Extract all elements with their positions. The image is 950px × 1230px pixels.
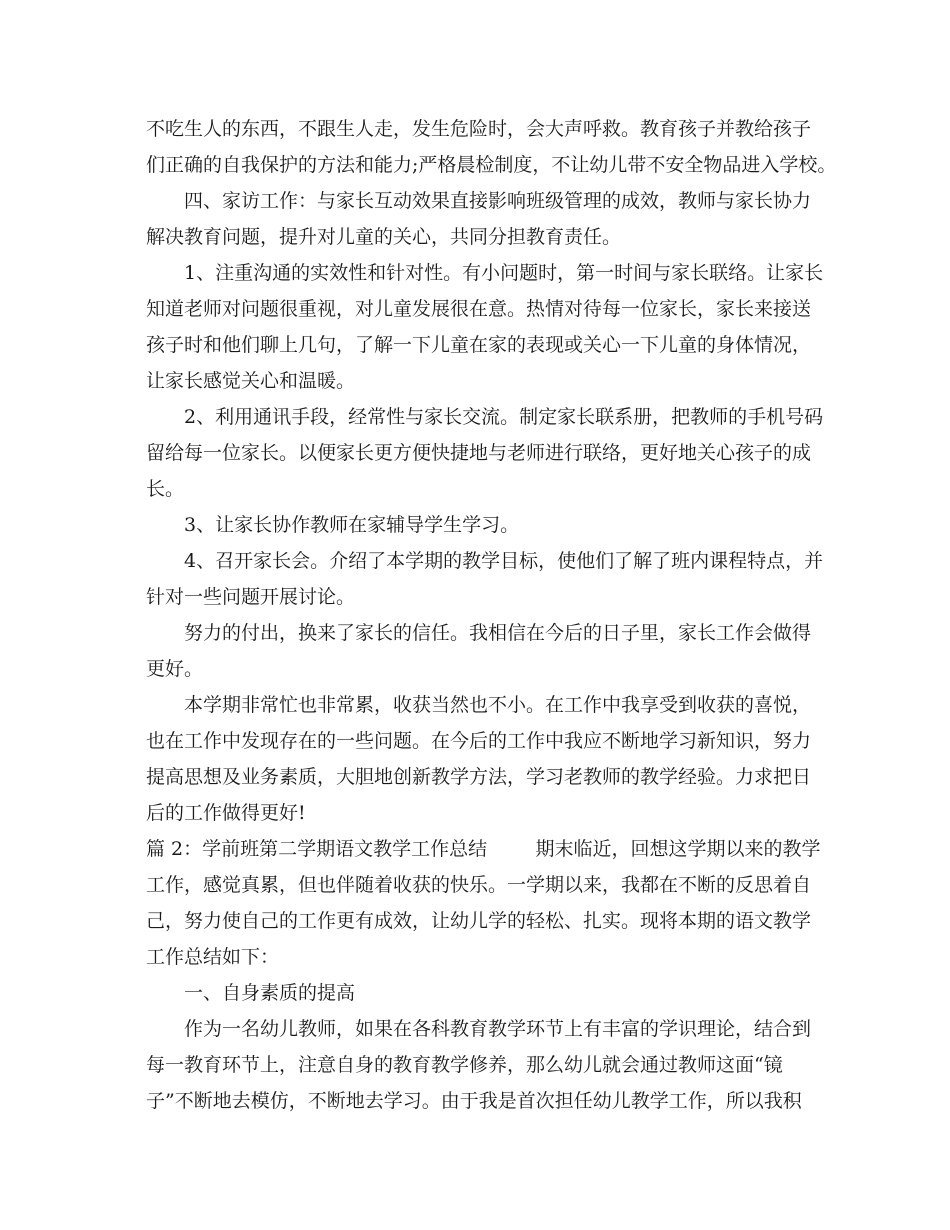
text-line: 解决教育问题，提升对儿童的关心，共同分担教育责任。 <box>146 226 622 248</box>
text-line: 每一教育环节上，注意自身的教育教学修养，那么幼儿就会通过教师这面“镜 <box>146 1054 783 1076</box>
text-line: 后的工作做得更好! <box>146 802 306 824</box>
text-line: 不吃生人的东西，不跟生人走，发生危险时，会大声呼救。教育孩子并教给孩子 <box>146 118 812 140</box>
text-line: 己，努力使自己的工作更有成效，让幼儿学的轻松、扎实。现将本期的语文教学 <box>146 910 812 932</box>
text-line: 工作，感觉真累，但也伴随着收获的快乐。一学期以来，我都在不断的反思着自 <box>146 874 812 896</box>
text-line: 提高思想及业务素质，大胆地创新教学方法，学习老教师的教学经验。力求把日 <box>146 766 812 788</box>
text-line: 本学期非常忙也非常累，收获当然也不小。在工作中我享受到收获的喜悦， <box>184 694 812 716</box>
text-line: 子”不断地去模仿，不断地去学习。由于我是首次担任幼儿教学工作，所以我积 <box>146 1090 802 1112</box>
text-line: 3、让家长协作教师在家辅导学生学习。 <box>184 514 520 536</box>
text-line: 留给每一位家长。以便家长更方便快捷地与老师进行联络，更好地关心孩子的成 <box>146 442 812 464</box>
text-line: 作为一名幼儿教师，如果在各科教育教学环节上有丰富的学识理论，结合到 <box>184 1018 812 1040</box>
text-line: 也在工作中发现存在的一些问题。在今后的工作中我应不断地学习新知识，努力 <box>146 730 812 752</box>
text-line: 2、利用通讯手段，经常性与家长交流。制定家长联系册，把教师的手机号码 <box>184 406 824 428</box>
text-line: 4、召开家长会。介绍了本学期的教学目标，使他们了解了班内课程特点，并 <box>184 550 824 572</box>
text-line: 努力的付出，换来了家长的信任。我相信在今后的日子里，家长工作会做得 <box>184 622 812 644</box>
text-line: 工作总结如下： <box>146 946 280 968</box>
text-line: 针对一些问题开展讨论。 <box>146 586 356 608</box>
text-line: 知道老师对问题很重视，对儿童发展很在意。热情对待每一位家长，家长来接送 <box>146 298 812 320</box>
section-heading: 四、家访工作：与家长互动效果直接影响班级管理的成效，教师与家长协力 <box>184 190 812 212</box>
section-heading: 一、自身素质的提高 <box>184 982 356 1004</box>
text-line: 1、注重沟通的实效性和针对性。有小问题时，第一时间与家长联络。让家长 <box>184 262 824 284</box>
text-line: 长。 <box>146 478 185 500</box>
article-title-line: 篇 2：学前班第二学期语文教学工作总结 期末临近，回想这学期以来的教学 <box>146 838 821 860</box>
text-line: 孩子时和他们聊上几句，了解一下儿童在家的表现或关心一下儿童的身体情况， <box>146 334 812 356</box>
text-line: 们正确的自我保护的方法和能力;严格晨检制度，不让幼儿带不安全物品进入学校。 <box>146 154 837 176</box>
text-line: 让家长感觉关心和温暖。 <box>146 370 356 392</box>
text-line: 更好。 <box>146 658 204 680</box>
